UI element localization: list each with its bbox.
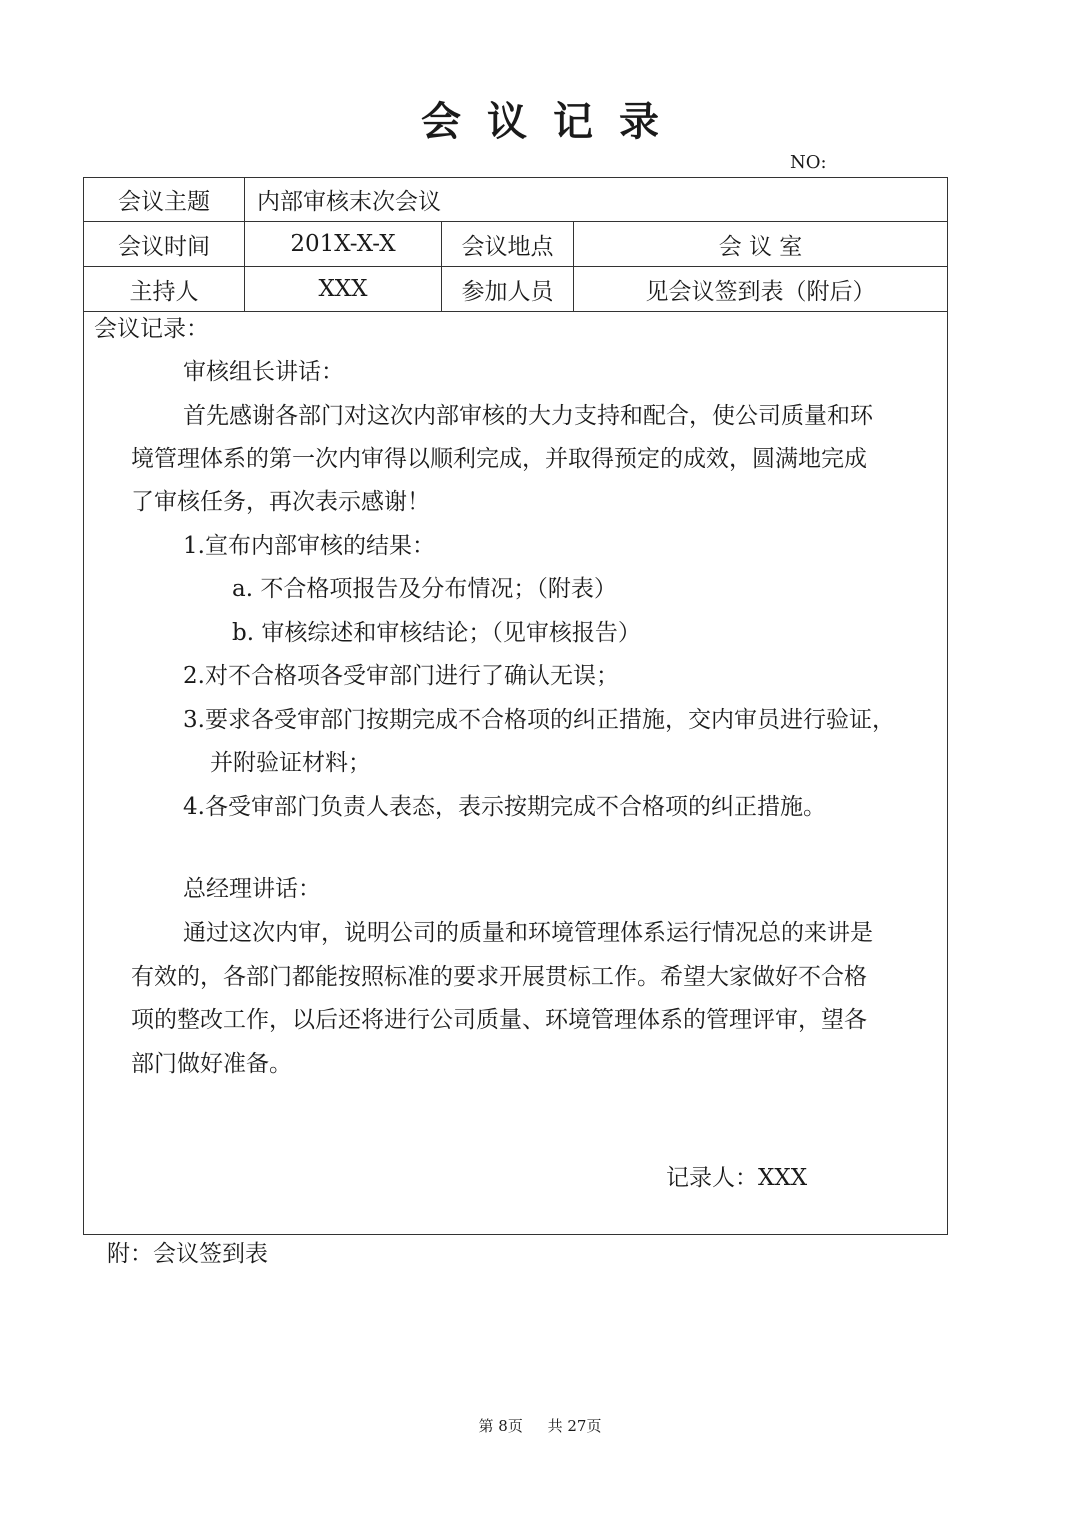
form-row-host-attendees [84, 267, 947, 312]
page-footer [0, 1416, 1080, 1436]
page-total: 共 27页 [547, 1417, 602, 1435]
time-label: 会议时间 [84, 222, 245, 266]
list-item-2: 2.对不合格项各受审部门进行了确认无误； [183, 663, 619, 689]
paragraph-2-line-3: 项的整改工作，以后还将进行公司质量、环境管理体系的管理评审，望各 [131, 1007, 867, 1033]
form-row-topic [84, 178, 947, 222]
speaker-general-manager: 总经理讲话： [183, 876, 321, 902]
list-item-1a: a. 不合格项报告及分布情况；（附表） [232, 576, 617, 602]
document-title: 会议记录 [421, 98, 685, 145]
list-item-1b: b. 审核综述和审核结论；（见审核报告） [232, 620, 641, 646]
list-item-3-line-2: 并附验证材料； [210, 750, 371, 776]
meeting-record-body [84, 312, 947, 1232]
time-value: 201X-X-X [245, 222, 442, 266]
meeting-record-form [83, 177, 948, 1235]
paragraph-2-line-4: 部门做好准备。 [131, 1051, 292, 1077]
paragraph-1-line-1: 首先感谢各部门对这次内部审核的大力支持和配合，使公司质量和环 [183, 403, 873, 429]
record-heading: 会议记录： [94, 316, 209, 342]
speaker-audit-leader: 审核组长讲话： [183, 359, 344, 385]
paragraph-1-line-3: 了审核任务，再次表示感谢！ [131, 489, 430, 515]
document-number-label: NO: [790, 152, 827, 173]
host-label: 主持人 [84, 267, 245, 311]
page-number: 第 8页 [478, 1417, 523, 1435]
topic-value: 内部审核末次会议 [257, 189, 441, 215]
place-label: 会议地点 [442, 222, 574, 266]
attachment-note: 附：会议签到表 [107, 1241, 268, 1267]
place-value: 会 议 室 [718, 233, 803, 260]
paragraph-2-line-2: 有效的，各部门都能按照标准的要求开展贯标工作。希望大家做好不合格 [131, 964, 867, 990]
paragraph-1-line-2: 境管理体系的第一次内审得以顺利完成，并取得预定的成效，圆满地完成 [131, 446, 867, 472]
attendees-value: 见会议签到表（附后） [645, 278, 876, 305]
topic-label: 会议主题 [84, 178, 245, 221]
recorder-signature: 记录人：XXX [666, 1165, 808, 1191]
form-row-time-place [84, 222, 947, 267]
paragraph-2-line-1: 通过这次内审，说明公司的质量和环境管理体系运行情况总的来讲是 [183, 920, 873, 946]
list-item-1: 1.宣布内部审核的结果： [183, 533, 435, 559]
host-value: XXX [245, 267, 442, 311]
list-item-3-line-1: 3.要求各受审部门按期完成不合格项的纠正措施，交内审员进行验证， [183, 707, 895, 733]
list-item-4: 4.各受审部门负责人表态，表示按期完成不合格项的纠正措施。 [183, 794, 826, 820]
attendees-label: 参加人员 [442, 267, 574, 311]
